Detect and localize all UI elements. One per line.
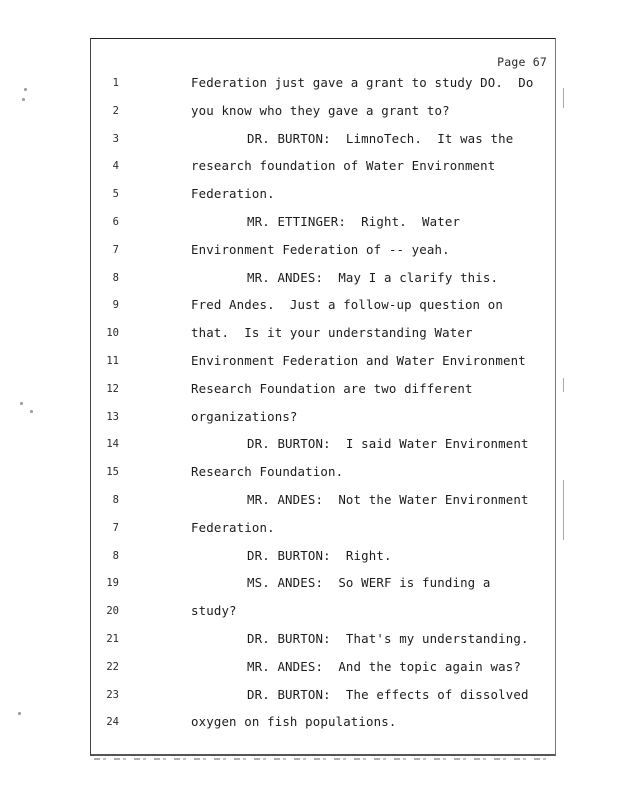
- line-number: 6: [112, 216, 119, 228]
- transcript-line: [91, 158, 555, 176]
- transcript-line: [91, 270, 555, 288]
- transcript-line: [91, 575, 555, 593]
- transcript-line: [91, 631, 555, 649]
- scan-artifact-bottom: [94, 758, 550, 760]
- line-number: 8: [112, 271, 119, 284]
- line-text: Environment Federation and Water Environment: [191, 353, 526, 368]
- transcript-line: [91, 464, 555, 482]
- transcript-line: [91, 75, 555, 93]
- line-text: Federation.: [191, 186, 275, 202]
- line-number: 8: [112, 549, 119, 562]
- transcript-line: [91, 520, 555, 538]
- transcript-line: [91, 381, 555, 399]
- transcript-line: [91, 603, 555, 621]
- transcript-line: [91, 297, 555, 315]
- line-text: that. Is it your understanding Water: [191, 325, 473, 341]
- line-text: MR. ANDES: And the topic again was?: [247, 658, 521, 674]
- line-number: 2: [112, 104, 119, 117]
- scan-artifact-right: [563, 480, 564, 540]
- line-number: 7: [112, 521, 119, 534]
- line-text: you know who they gave a grant to?: [191, 102, 450, 118]
- transcript-line: [91, 687, 555, 705]
- line-text: research foundation of Water Environment: [191, 158, 496, 174]
- line-text: DR. BURTON: I said Water Environment: [247, 436, 529, 452]
- line-number: 13: [106, 410, 119, 423]
- line-number: 4: [112, 160, 119, 173]
- line-number: 15: [106, 466, 119, 479]
- line-number: 8: [112, 494, 119, 506]
- line-text: DR. BURTON: The effects of dissolved: [247, 686, 529, 702]
- line-text: Fred Andes. Just a follow-up question on: [191, 297, 504, 313]
- line-number: 3: [112, 132, 119, 145]
- line-text: DR. BURTON: Right.: [247, 547, 392, 563]
- page-number: Page 67: [497, 55, 547, 69]
- transcript-line: [91, 492, 555, 510]
- scan-artifact-right: [563, 88, 564, 108]
- line-text: DR. BURTON: That's my understanding.: [247, 631, 529, 646]
- line-text: oxygen on fish populations.: [191, 714, 397, 730]
- line-number: 1: [112, 77, 119, 89]
- line-text: MR. ANDES: Not the Water Environment: [247, 492, 529, 507]
- line-text: Research Foundation.: [191, 464, 344, 480]
- line-text: organizations?: [191, 408, 298, 424]
- line-text: Research Foundation are two different: [191, 380, 473, 396]
- line-text: Federation.: [191, 519, 275, 535]
- transcript-line: [91, 436, 555, 454]
- line-number: 10: [106, 327, 119, 340]
- line-number: 23: [106, 688, 119, 701]
- transcript-page: [90, 38, 556, 756]
- transcript-line: [91, 714, 555, 732]
- line-text: MR. ANDES: May I a clarify this.: [247, 269, 499, 285]
- transcript-line: [91, 103, 555, 121]
- line-number: 21: [106, 633, 119, 645]
- line-number: 20: [106, 605, 119, 618]
- line-number: 12: [106, 382, 119, 395]
- scan-artifact-right: [563, 378, 564, 392]
- transcript-line: [91, 353, 555, 371]
- transcript-line: [91, 242, 555, 260]
- transcript-line: [91, 214, 555, 232]
- line-text: Federation just gave a grant to study DO. Do: [191, 75, 534, 90]
- transcript-line: [91, 548, 555, 566]
- line-text: study?: [191, 603, 237, 619]
- line-number: 24: [106, 716, 119, 729]
- line-text: MS. ANDES: So WERF is funding a: [247, 575, 491, 591]
- line-number: 19: [106, 577, 119, 590]
- transcript-line: [91, 659, 555, 677]
- scan-speck: [22, 98, 25, 101]
- line-number: 22: [106, 660, 119, 673]
- scan-speck: [24, 88, 27, 91]
- line-number: 11: [106, 355, 119, 367]
- line-number: 7: [112, 243, 119, 256]
- line-number: 14: [106, 438, 119, 451]
- line-number: 9: [112, 299, 119, 312]
- transcript-line: [91, 131, 555, 149]
- line-text: Environment Federation of -- yeah.: [191, 241, 450, 257]
- line-number: 5: [112, 188, 119, 201]
- scan-speck: [18, 712, 21, 715]
- scan-speck: [30, 410, 33, 413]
- scan-speck: [20, 402, 23, 405]
- transcript-line: [91, 325, 555, 343]
- line-text: MR. ETTINGER: Right. Water: [247, 214, 461, 229]
- transcript-line: [91, 186, 555, 204]
- transcript-line: [91, 409, 555, 427]
- line-text: DR. BURTON: LimnoTech. It was the: [247, 130, 514, 146]
